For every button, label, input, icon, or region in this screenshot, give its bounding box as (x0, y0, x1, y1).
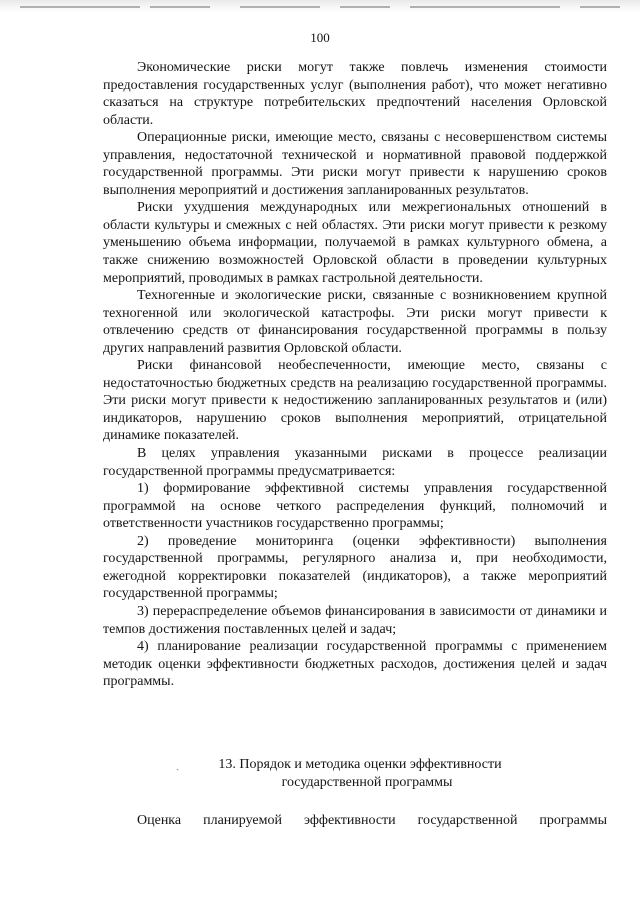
section-heading-line-2: государственной программы (281, 775, 453, 790)
document-body (103, 59, 607, 691)
section-heading (0, 756, 640, 792)
paragraph-operational-risks: Операционные риски, имеющие место, связаны с несовершенством системы управления, недостаточной технической и нормативной правовой поддержкой государственной программы. Эти риски могут привести к нарушению сроков выполнения мероприятий и достижения запланированных результатов. (103, 130, 607, 198)
scan-artifact (20, 6, 140, 8)
paragraph-technogenic-risks: Техногенные и экологические риски, связанные с возникновением крупной техногенной или экологической катастрофы. Эти риски могут привести к отвлечению средств от финансирования государственной программы в пользу других направлений развития Орловской области. (103, 288, 607, 356)
scan-edge (0, 0, 640, 12)
scan-artifact (410, 6, 560, 8)
list-item-4: 4) планирование реализации государственной программы с применением методик оценки эффективности бюджетных расходов, достижения целей и задач программы. (103, 639, 607, 690)
paragraph-economic-risks: Экономические риски могут также повлечь изменения стоимости предоставления государственных услуг (выполнения работ), что может негативно сказаться на структуре потребительских предпочтений населения Орловской области. (103, 60, 607, 128)
list-item-1: 1) формирование эффективной системы управления государственной программой на основе четкого распределения функций, полномочий и ответственности участников государственно программы; (103, 481, 607, 532)
scan-artifact (240, 6, 320, 8)
scan-artifact (150, 6, 210, 8)
scan-mark: ˏ (176, 760, 180, 771)
paragraph-evaluation-start: Оценка планируемой эффективности государственной программы (137, 813, 607, 828)
section-heading-line-1: 13. Порядок и методика оценки эффективности (218, 757, 502, 772)
list-item-2: 2) проведение мониторинга (оценки эффективности) выполнения государственной программы, регулярного анализа и, при необходимости, ежегодной корректировки показателей (индикаторов), а также мероприятий государственной программы; (103, 533, 607, 602)
scan-artifact (340, 6, 390, 8)
paragraph-financial-risks: Риски финансовой необеспеченности, имеющие место, связаны с недостаточностью бюджетных средств на реализацию государственной программы. Эти риски могут привести к недостижению запланированных результатов и (или) индикаторов, нарушению сроков выполнения мероприятий, отрицательной динамике показателей. (103, 358, 607, 444)
page-number: 100 (310, 30, 330, 45)
list-item-3: 3) перераспределение объемов финансирования в зависимости от динамики и темпов достижения поставленных целей и задач; (103, 603, 607, 637)
paragraph-international-risks: Риски ухудшения международных или межрегиональных отношений в области культуры и смежных с ней областях. Эти риски могут привести к резкому уменьшению объема информации, получаемой в рамках культурного обмена, а также снижению возможностей Орловской области в проведении культурных мероприятий, проводимых в рамках гастрольной деятельности. (103, 200, 607, 286)
scan-artifact (580, 6, 620, 8)
paragraph-risk-management-intro: В целях управления указанными рисками в процессе реализации государственной программы предусматривается: (103, 446, 607, 479)
